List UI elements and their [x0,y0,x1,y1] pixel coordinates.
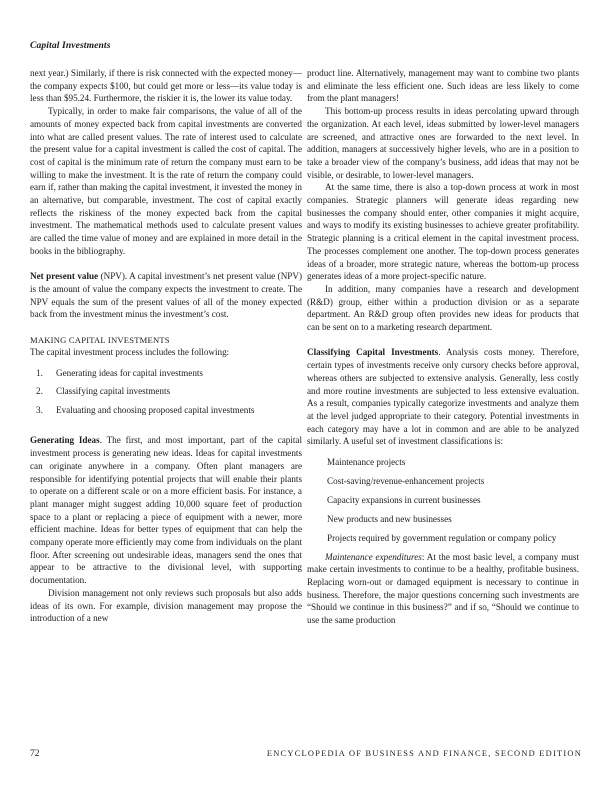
list-item: 3. Evaluating and choosing proposed capital investments [36,404,255,415]
paragraph: Typically, in order to make fair comparisons, the value of all of the amounts of money expected back from capital investments are converted into what are called present values. The rate of interest used to calculate the present value for a capital investment is called the cost of capital. The cost of capital is the minimum rate of return the company must earn to be willing to make the investment. It is the rate of return the company could earn if, rather than making the capital investment, it invested the money in an alternative, but comparable, investment. The cost of capital exactly reflects the riskiness of the money expected back from the capital investment. The mathematical methods used to calculate present values are called the time value of money and are explained in more detail in the books in the bibliography. [30,106,302,256]
right-column [307,67,579,627]
left-column [30,67,302,625]
book-title: ENCYCLOPEDIA OF BUSINESS AND FINANCE, SECOND EDITION [266,749,582,758]
running-head: Capital Investments [30,40,111,51]
list-item: New products and new businesses [327,513,452,524]
list-item: Capacity expansions in current businesses [327,494,481,505]
classifying-term: Classifying Capital Investments [307,347,439,358]
classifying-text: . Analysis costs money. Therefore, certain types of investments receive only cursory checks before approval, whereas others are subjected to extensive analysis. Generally, less costly and more routine investments are subjected to less extensive evaluation. As a result, companies typically categorize investments and analyze them at the level judged appropriate to their category. Potential investments in each category may have a lot in common and are able to be analyzed similarly. A useful set of investment classifications is: [307,347,579,447]
npv-text: (NPV). A capital investment’s net present value (NPV) is the amount of value the company expects the investment to create. The NPV equals the sum of the present values of all of the money expected back from the investment minus the investment’s cost. [30,271,302,320]
paragraph: In addition, many companies have a research and development (R&D) group, either within a production division or as a separate department. An R&D group often provides new ideas for products that can be sent on to a marketing research department. [307,283,579,333]
list-item: 2. Classifying capital investments [36,386,171,397]
npv-term: Net present value [30,271,99,282]
list-item: Projects required by government regulation or company policy [327,532,557,543]
list-item: Cost-saving/revenue-enhancement projects [327,475,485,486]
paragraph: next year.) Similarly, if there is risk connected with the expected money—the company expects $100, but could get more or less—its value today is less than $95.24. Furthermore, the riskier it is, the lower its value today. [30,68,302,104]
page-footer [30,749,582,759]
generating-ideas-paragraph [30,434,302,586]
classifications-list [307,456,579,544]
paragraph: Division management not only reviews such proposals but also adds ideas of its own. For example, division management may propose the introduction of a new [30,587,302,624]
paragraph: At the same time, there is also a top-down process at work in most companies. Strategic planners will generate ideas regarding new businesses the company should enter, other companies it might acquire, and ways to modify its existing businesses to achieve greater profitability. Strategic planning is a critical element in the capital investment process. The processes complement one another. The top-down process generates ideas of a broader, more strategic nature, whereas the bottom-up process generates ideas of a more project-specific nature. [307,182,579,282]
classifying-paragraph [307,346,579,448]
list-item: Maintenance projects [327,457,406,468]
maintenance-term: Maintenance expenditures [325,551,422,562]
generating-ideas-text: . The first, and most important, part of the capital investment process is generating new ideas. Ideas for capital investments can originate anywhere in a company. Often plant managers are responsible for identifying potential projects that will enable their plants to operate on a different scale or on a more efficient basis. For instance, a plant manager might suggest adding 10,000 square feet of production space to a plant or replacing a piece of equipment with a newer, more efficient machine. Ideas for better types of equipment that can help the company operate more efficiently may come from individuals on the plant floor. After screening out undesirable ideas, managers send the ones that appear to be attractive to the divisional level, with supporting documentation. [30,435,302,586]
section-intro: The capital investment process includes the following: [30,347,230,358]
paragraph: product line. Alternatively, management may want to combine two plants and eliminate the less efficient one. Such ideas are less likely to come from the plant managers! [307,68,579,104]
maintenance-paragraph [307,551,579,627]
npv-paragraph [30,270,302,321]
process-steps-list [30,367,302,416]
section-heading: MAKING CAPITAL INVESTMENTS [30,334,170,345]
generating-ideas-term: Generating Ideas [30,435,100,446]
maintenance-text: : At the most basic level, a company must make certain investments to continue to be a healthy, profitable business. Replacing worn-out or damaged equipment is necessary to continue in business. Therefore, the major questions concerning such investments are “Should we continue in this business?” and if so, “Should we continue to use the same production [307,551,579,626]
paragraph: This bottom-up process results in ideas percolating upward through the organization. At each level, ideas submitted by lower-level managers are screened, and attractive ones are forwarded to the next level. In addition, managers at successively higher levels, who are in a position to take a broader view of the company’s business, add ideas that may not be visible, or desirable, to lower-level managers. [307,106,579,180]
page-number: 72 [30,749,40,759]
list-item: 1. Generating ideas for capital investments [36,368,203,379]
